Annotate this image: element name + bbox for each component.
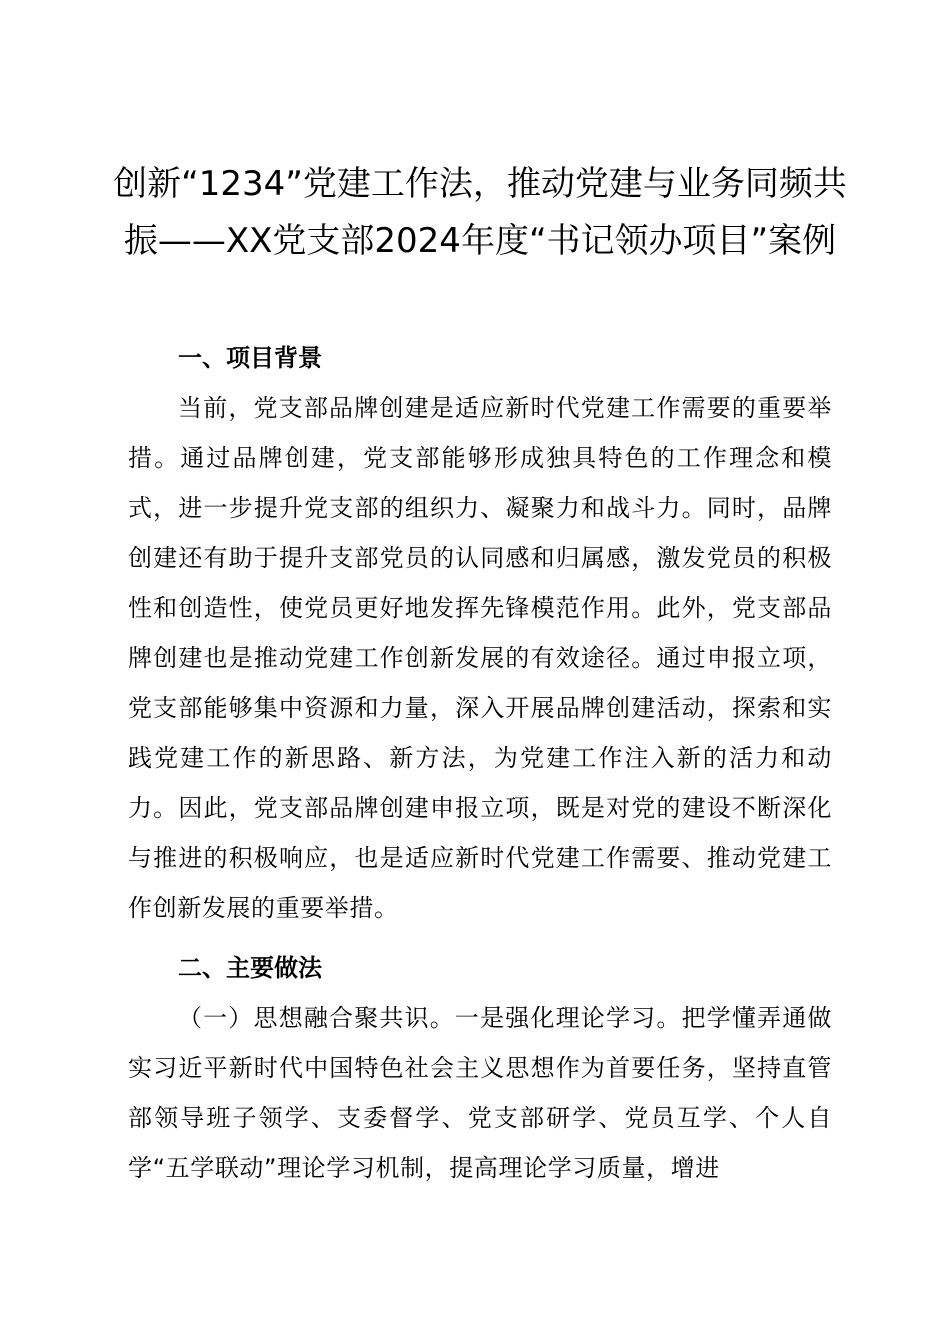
section-heading-main-practices: 二、主要做法 [178, 954, 322, 982]
document-title: 创新“1234”党建工作法，推动党建与业务同频共振——XX党支部2024年度“书记领办项目”案例 [113, 164, 847, 261]
section-heading-background: 一、项目背景 [178, 344, 322, 372]
paragraph-background: 当前，党支部品牌创建是适应新时代党建工作需要的重要举措。通过品牌创建，党支部能够形成独具特色的工作理念和模式，进一步提升党支部的组织力、凝聚力和战斗力。同时，品牌创建还有助于提升支部党员的认同感和归属感，激发党员的积极性和创造性，使党员更好地发挥先锋模范作用。此外，党支部品牌创建也是推动党建工作创新发展的有效途径。通过申报立项，党支部能够集中资源和力量，深入开展品牌创建活动，探索和实践党建工作的新思路、新方法，为党建工作注入新的活力和动力。因此，党支部品牌创建申报立项，既是对党的建设不断深化与推进的积极响应，也是适应新时代党建工作需要、推动党建工作创新发展的重要举措。 [128, 394, 832, 922]
document-body [128, 333, 832, 1193]
paragraph-main-practices: （一）思想融合聚共识。一是强化理论学习。把学懂弄通做实习近平新时代中国特色社会主义思想作为首要任务，坚持直管部领导班子领学、支委督学、党支部研学、党员互学、个人自学“五学联动”理论学习机制，提高理论学习质量，增进 [128, 1004, 832, 1182]
